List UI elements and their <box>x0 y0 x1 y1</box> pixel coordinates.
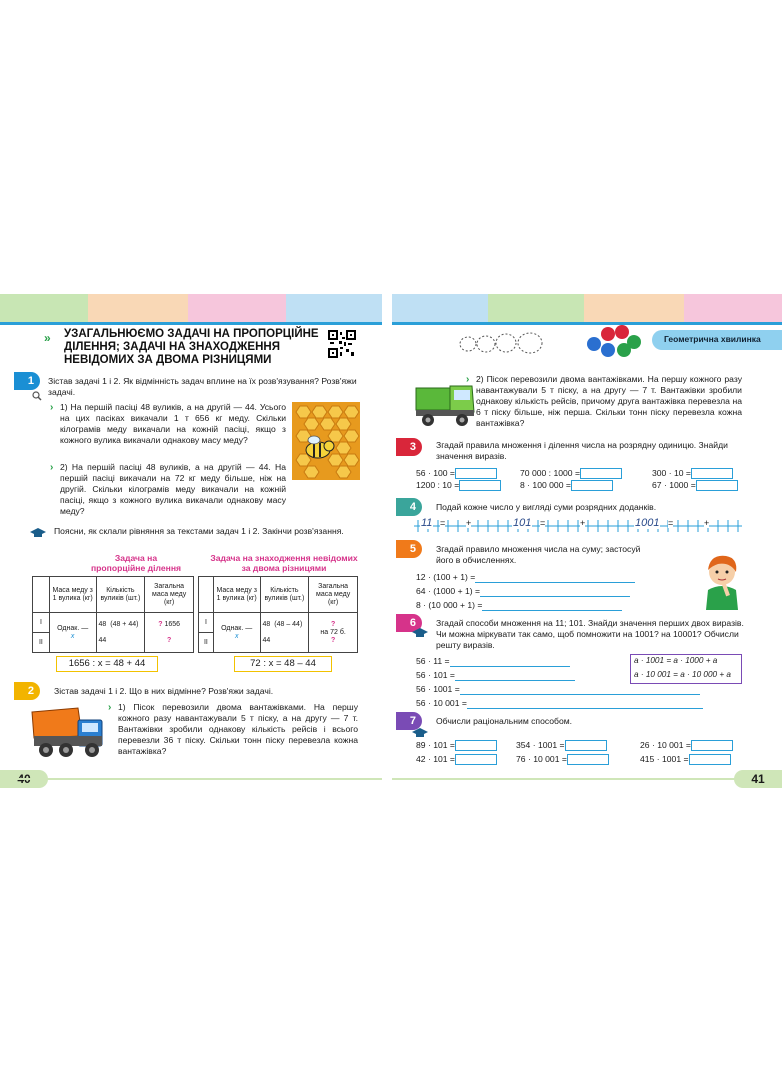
task6-rule-1: a · 1001 = a · 1000 + a <box>634 656 718 665</box>
header-band-green-right <box>488 294 584 322</box>
task3-expr-1: 56 · 100 = <box>416 468 455 478</box>
task6-expr-1: 56 · 11 = <box>416 656 450 666</box>
answer-box[interactable] <box>691 468 733 479</box>
answer-box[interactable] <box>565 740 607 751</box>
task4-number-2: 101 <box>513 517 532 529</box>
task5-expr-3: 8 · (10 000 + 1) = <box>416 600 483 610</box>
task6-expr-2: 56 · 101 = <box>416 670 455 680</box>
task-badge-2: 2 <box>14 682 40 700</box>
thinking-boy-illustration <box>696 550 748 612</box>
task7-expr-6: 415 · 1001 = <box>640 754 689 764</box>
page-number-right: 41 <box>734 770 782 788</box>
table2-row-label: I <box>199 613 214 633</box>
task3-expr-3: 300 · 10 = <box>652 468 691 478</box>
table1-q-1: ? <box>158 620 163 628</box>
task1-intro: Зістав задачі 1 і 2. Як відмінність задач вплине на їх розв'язування? Розв'яжи задачі. <box>48 376 357 397</box>
task4-eq-2: = <box>540 518 546 528</box>
table2-diff: (48 – 44) <box>274 620 303 628</box>
task4-number-1: 11 <box>421 517 433 529</box>
task4-eq-3: = <box>668 518 674 528</box>
table1-var: x <box>70 632 75 640</box>
graduation-cap-icon <box>412 726 428 738</box>
header-band-pink-left <box>188 294 286 322</box>
table2-mass: Однак. <box>221 624 244 632</box>
task4-plus-1: + <box>466 518 472 528</box>
table2-q-1: ? <box>330 620 336 628</box>
task-badge-6: 6 <box>396 614 422 632</box>
table2-count-1: 48 <box>262 620 271 628</box>
answer-line[interactable] <box>467 708 703 709</box>
task4-number-strip <box>414 518 742 534</box>
header-band-peach-left <box>88 294 188 322</box>
task4-plus-3: + <box>704 518 710 528</box>
answer-line[interactable] <box>455 680 575 681</box>
magnifier-icon <box>32 388 42 398</box>
task7-expr-1: 89 · 101 = <box>416 740 455 750</box>
table2-total: на 72 б. <box>320 628 346 636</box>
task2-problem-chevron-icon: › <box>108 702 112 713</box>
header-band-blue-right <box>392 294 488 322</box>
answer-box[interactable] <box>455 754 497 765</box>
table1-header-total: Загальна маса меду (кг) <box>145 577 194 613</box>
task3-text: Згадай правила множення і ділення числа на розрядну одиницю. Знайди значення виразів. <box>436 440 728 461</box>
task6-expr-3: 56 · 1001 = <box>416 684 460 694</box>
table1-count-2: 44 <box>98 636 107 644</box>
table1-sum: (48 + 44) <box>110 620 139 628</box>
answer-box[interactable] <box>455 468 497 479</box>
header-band-peach-right <box>584 294 684 322</box>
qr-code-icon[interactable] <box>328 330 356 358</box>
answer-line[interactable] <box>450 666 570 667</box>
answer-line[interactable] <box>460 694 700 695</box>
task1-problem2: 2) На першій пасіці 48 вуликів, а на другій — 44. На першій пасіці викачали на 72 кг меду більше, ніж на другій. Скільки кілограмів меду викачали на кожній пасіці, якщо з кожного вулика викачали однакову масу меду? <box>60 462 286 516</box>
task4-number-3: 1001 <box>635 517 660 529</box>
answer-line[interactable] <box>480 596 630 597</box>
task7-expr-2: 354 · 1001 = <box>516 740 565 750</box>
table2-equation: 72 : x = 48 – 44 <box>234 656 332 672</box>
colored-balls-icon <box>584 322 644 360</box>
table2-row-label: II <box>199 633 214 653</box>
task7-expr-3: 26 · 10 001 = <box>640 740 691 750</box>
table2-q-2: ? <box>330 636 336 644</box>
footer-line-right <box>392 778 782 780</box>
task2-cont-chevron-icon: › <box>466 374 470 385</box>
task2-problem1: 1) Пісок перевозили двома вантажівками. На першу кожного разу навантажували 5 т піску, а на другу — 7 т. Вантажівки зробили однакову кількість рейсів і всього перевезли 36 т піску. Скільки тонн піску перевезла кожна вантажівка? <box>118 702 358 756</box>
graduation-cap-icon <box>412 626 428 638</box>
answer-box[interactable] <box>571 480 613 491</box>
answer-box[interactable] <box>455 740 497 751</box>
task4-text: Подай кожне число у вигляді суми розрядних доданків. <box>436 502 657 512</box>
answer-box[interactable] <box>689 754 731 765</box>
task7-expr-4: 42 · 101 = <box>416 754 455 764</box>
task5-expr-2: 64 · (1000 + 1) = <box>416 586 481 596</box>
task-badge-4: 4 <box>396 498 422 516</box>
header-band-pink-right <box>684 294 782 322</box>
table1: Маса меду з 1 вулика (кг) Кількість вуликів (шт.) Загальна маса меду (кг) I Однак. — x 48 (48 + 44) 44 ? 1656 ? II <box>32 576 194 653</box>
header-underline-left <box>0 322 382 325</box>
task6-text: Згадай способи множення на 11; 101. Знайди значення перших двох виразів. Чи можна міркувати так само, щоб помножити на 1001? на 10001? Обчисли решту виразів. <box>436 618 744 650</box>
task3-expr-2: 70 000 : 1000 = <box>520 468 580 478</box>
table2-heading: Задача на знаходження невідомих за двома різницями <box>210 553 358 573</box>
task4-eq-1: = <box>440 518 446 528</box>
table1-heading: Задача на пропорційне ділення <box>90 553 182 573</box>
answer-box[interactable] <box>567 754 609 765</box>
green-truck-illustration <box>414 380 476 428</box>
answer-box[interactable] <box>696 480 738 491</box>
footer-line-left <box>0 778 382 780</box>
task4-plus-2: + <box>580 518 586 528</box>
answer-box[interactable] <box>580 468 622 479</box>
table1-q-2: ? <box>166 636 172 644</box>
geo-minute-label: Геометрична хвилинка <box>664 334 761 344</box>
task1-problem1: 1) На першій пасіці 48 вуликів, а на другій — 44. Усього на цих пасіках викачали 1 т 656 кг меду. Скільки кілограмів меду викачали на кожній пасіці, якщо з кожного вулика викачали однакову масу меду? <box>60 402 286 445</box>
answer-box[interactable] <box>691 740 733 751</box>
table2-header-mass: Маса меду з 1 вулика (кг) <box>213 577 260 613</box>
table2-var: x <box>234 632 239 640</box>
table1-mass: Однак. <box>57 624 80 632</box>
table1-header-mass: Маса меду з 1 вулика (кг) <box>49 577 96 613</box>
title-chevron-icon: » <box>44 331 51 345</box>
problem-2-chevron-icon: › <box>50 462 54 473</box>
table2-header-total: Загальна маса меду (кг) <box>309 577 358 613</box>
table1-total: 1656 <box>164 620 181 628</box>
graduation-cap-icon <box>30 526 46 538</box>
answer-line[interactable] <box>482 610 622 611</box>
task5-text: Згадай правило множення числа на суму; застосуй його в обчисленнях. <box>436 544 641 565</box>
table1-count-1: 48 <box>98 620 107 628</box>
task2-intro: Зістав задачі 1 і 2. Що в них відмінне? Розв'яжи задачі. <box>54 686 274 696</box>
task-badge-5: 5 <box>396 540 422 558</box>
task5-expr-1: 12 · (100 + 1) = <box>416 572 476 582</box>
task7-expr-5: 76 · 10 001 = <box>516 754 567 764</box>
task3-expr-4: 1200 : 10 = <box>416 480 460 490</box>
task-badge-1: 1 <box>14 372 40 390</box>
task2-problem2: 2) Пісок перевозили двома вантажівками. На першу кожного разу навантажували 5 т піску, а на другу — 7 т. Вантажівки зробили однакову кількість рейсів, причому друга вантажівка перевезла на 6 т піску більше, ніж перша. Скільки тонн піску перевезла кожна вантажівка? <box>476 374 742 428</box>
table2-header-count: Кількість вуликів (шт.) <box>260 577 309 613</box>
problem-1-chevron-icon: › <box>50 402 54 413</box>
dotted-shapes-icon <box>458 332 550 354</box>
table1-row-label: II <box>33 633 50 653</box>
task7-text: Обчисли раціональним способом. <box>436 716 573 726</box>
task-badge-3: 3 <box>396 438 422 456</box>
task3-expr-5: 8 · 100 000 = <box>520 480 571 490</box>
task1-explain: Поясни, як склали рівняння за текстами задач 1 і 2. Закінчи розв'язання. <box>54 526 344 536</box>
orange-truck-illustration <box>30 706 106 762</box>
header-band-green-left <box>0 294 88 322</box>
table2: Маса меду з 1 вулика (кг) Кількість вуликів (шт.) Загальна маса меду (кг) I Однак. — x 48 (48 – 44) 44 ? на 72 б. ? II <box>198 576 358 653</box>
answer-line[interactable] <box>475 582 635 583</box>
table1-row-label: I <box>33 613 50 633</box>
honeycomb-bee-illustration <box>292 402 360 480</box>
table1-header-count: Кількість вуликів (шт.) <box>96 577 145 613</box>
task3-expr-6: 67 · 1000 = <box>652 480 696 490</box>
header-band-blue-left <box>286 294 382 322</box>
page-title: УЗАГАЛЬНЮЄМО ЗАДАЧІ НА ПРОПОРЦІЙНЕ ДІЛЕННЯ; ЗАДАЧІ НА ЗНАХОДЖЕННЯ НЕВІДОМИХ ЗА ДВОМА РІЗНИЦЯМИ <box>64 328 319 366</box>
task6-rule-2: a · 10 001 = a · 10 000 + a <box>634 670 731 679</box>
table1-equation: 1656 : x = 48 + 44 <box>56 656 158 672</box>
table2-count-2: 44 <box>262 636 271 644</box>
answer-box[interactable] <box>459 480 501 491</box>
task-badge-7: 7 <box>396 712 422 730</box>
task6-expr-4: 56 · 10 001 = <box>416 698 467 708</box>
